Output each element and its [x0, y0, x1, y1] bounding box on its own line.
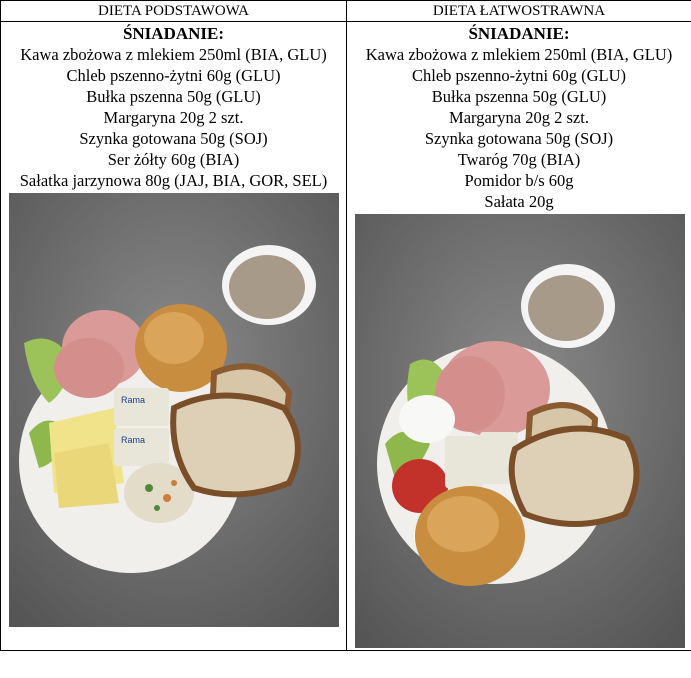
- column-header-basic: DIETA PODSTAWOWA: [1, 1, 347, 22]
- cottage-cheese: [399, 395, 455, 443]
- meal-title: ŚNIADANIE:: [468, 24, 570, 43]
- easy-breakfast-photo: [347, 212, 691, 650]
- menu-item: Bułka pszenna 50g (GLU): [431, 87, 607, 106]
- cheese: [54, 443, 119, 508]
- menu-item: Chleb pszenno-żytni 60g (GLU): [66, 66, 281, 85]
- margarine-pack: [114, 388, 169, 426]
- menu-item: Margaryna 20g 2 szt.: [103, 108, 244, 127]
- breakfast-photo-easy: [355, 214, 685, 648]
- ham: [54, 338, 124, 398]
- menu-item: Twaróg 70g (BIA): [457, 150, 581, 169]
- bread-slice: [512, 429, 637, 524]
- bread-roll-highlight: [427, 496, 499, 552]
- menu-item: Szynka gotowana 50g (SOJ): [424, 129, 614, 148]
- margarine-pack: [445, 436, 483, 488]
- bread-roll-highlight: [144, 312, 204, 364]
- basic-diet-cell: [1, 22, 347, 651]
- margarine-pack: [114, 428, 169, 466]
- menu-item: Margaryna 20g 2 szt.: [449, 108, 589, 127]
- menu-item: Kawa zbożowa z mlekiem 250ml (BIA, GLU): [20, 45, 327, 64]
- menu-item: Szynka gotowana 50g (SOJ): [79, 129, 268, 148]
- basic-breakfast-photo: [1, 191, 346, 629]
- menu-item: Sałata 20g: [484, 192, 554, 211]
- menu-item: Bułka pszenna 50g (GLU): [86, 87, 261, 106]
- margarine-label: Rama: [121, 395, 146, 405]
- easy-diet-cell: [347, 22, 691, 651]
- margarine-label: Rama: [121, 435, 146, 445]
- menu-item: Ser żółty 60g (BIA): [107, 150, 240, 169]
- menu-item: Kawa zbożowa z mlekiem 250ml (BIA, GLU): [365, 45, 673, 64]
- coffee: [229, 255, 305, 319]
- coffee: [528, 275, 604, 341]
- menu-item: Pomidor b/s 60g: [464, 171, 574, 190]
- bread-slice: [173, 396, 298, 495]
- column-header-easy: DIETA ŁATWOSTRAWNA: [347, 1, 691, 22]
- breakfast-photo-basic: [9, 193, 339, 627]
- meal-title: ŚNIADANIE:: [122, 24, 225, 43]
- menu-item: Chleb pszenno-żytni 60g (GLU): [412, 66, 626, 85]
- menu-item: Sałatka jarzynowa 80g (JAJ, BIA, GOR, SEL): [19, 171, 328, 190]
